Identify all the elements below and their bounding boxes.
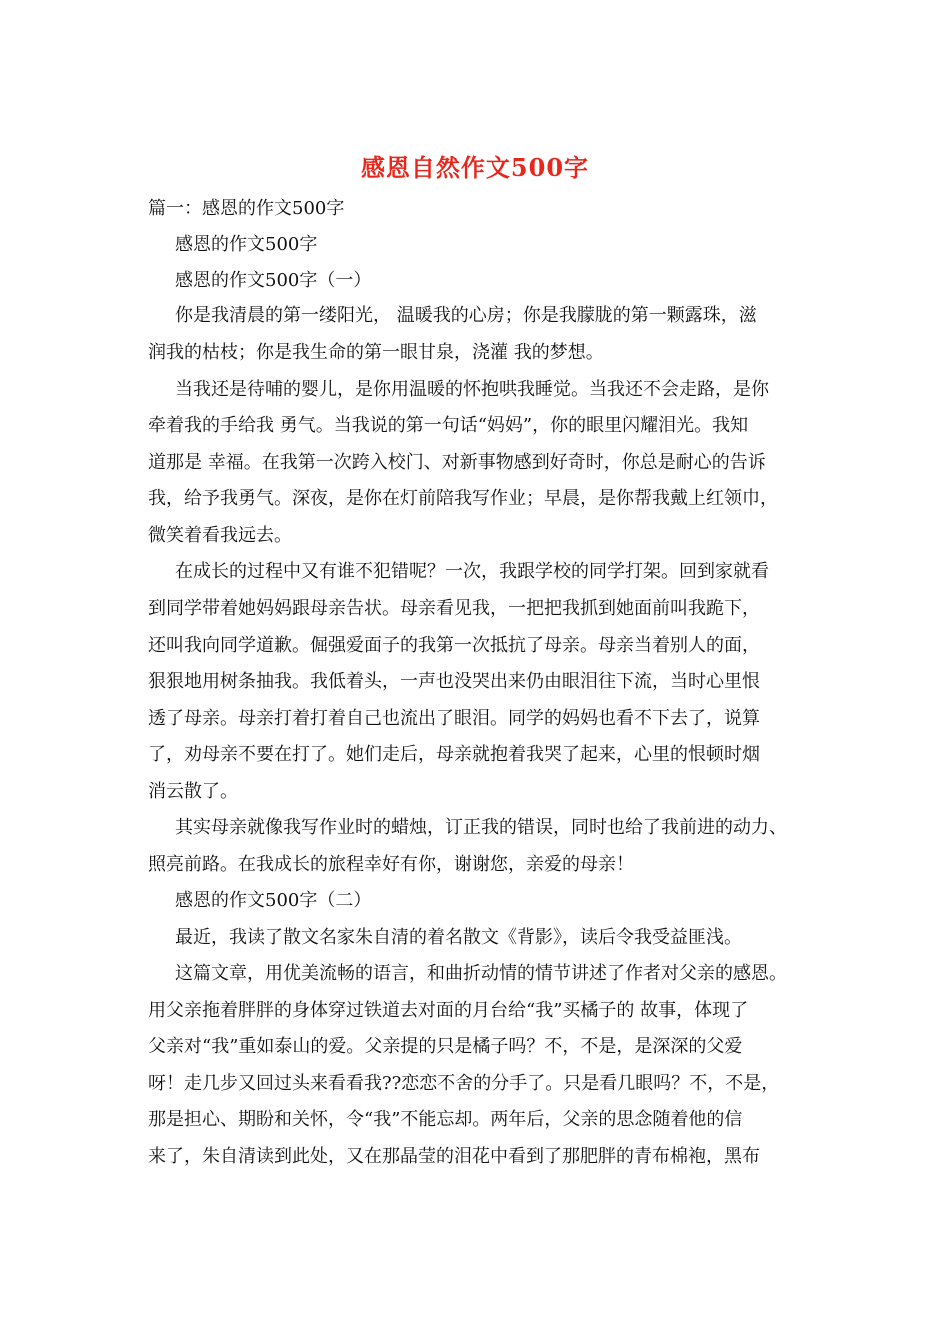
text-line: 那是担心、期盼和关怀，令“我”不能忘却。两年后，父亲的思念随着他的信 [148, 1109, 743, 1130]
text-line: 照亮前路。在我成长的旅程幸好有你，谢谢您，亲爱的母亲！ [148, 854, 634, 875]
text-line: 当我还是待哺的婴儿，是你用温暖的怀抱哄我睡觉。当我还不会走路，是你 [175, 379, 769, 400]
text-line: 微笑着看我远去。 [148, 525, 292, 546]
text-line: 其实母亲就像我写作业时的蜡烛，订正我的错误，同时也给了我前进的动力、 [175, 817, 787, 838]
text-line: 了，劝母亲不要在打了。她们走后，母亲就抱着我哭了起来，心里的恨顿时烟 [148, 744, 760, 765]
text-line: 还叫我向同学道歉。倔强爱面子的我第一次抵抗了母亲。母亲当着别人的面， [148, 635, 760, 656]
text-line: 用父亲拖着胖胖的身体穿过铁道去对面的月台给“我”买橘子的 故事，体现了 [148, 1000, 749, 1021]
text-line: 消云散了。 [148, 781, 238, 802]
text-line: 呀！走几步又回过头来看看我??恋恋不舍的分手了。只是看几眼吗？不，不是， [148, 1073, 780, 1094]
text-line: 你是我清晨的第一缕阳光， 温暖我的心房；你是我朦胧的第一颗露珠，滋 [175, 305, 757, 326]
text-line: 牵着我的手给我 勇气。当我说的第一句话“妈妈”，你的眼里闪耀泪光。我知 [148, 415, 749, 436]
text-line: 在成长的过程中又有谁不犯错呢？一次，我跟学校的同学打架。回到家就看 [175, 561, 769, 582]
text-line: 润我的枯枝；你是我生命的第一眼甘泉，浇灌 我的梦想。 [148, 342, 604, 363]
text-line: 感恩的作文500字（二） [175, 890, 372, 911]
text-line: 父亲对“我”重如泰山的爱。父亲提的只是橘子吗？不，不是，是深深的父爱 [148, 1036, 743, 1057]
text-line: 感恩的作文500字（一） [175, 270, 372, 291]
text-line: 最近，我读了散文名家朱自清的着名散文《背影》，读后令我受益匪浅。 [175, 927, 742, 948]
document-title: 感恩自然作文500字 [360, 153, 590, 182]
text-line: 透了母亲。母亲打着打着自己也流出了眼泪。同学的妈妈也看不下去了，说算 [148, 708, 760, 729]
text-line: 狠狠地用树条抽我。我低着头，一声也没哭出来仍由眼泪往下流，当时心里恨 [148, 671, 760, 692]
text-line: 感恩的作文500字 [175, 234, 318, 255]
text-line: 篇一：感恩的作文500字 [148, 198, 345, 219]
text-line: 到同学带着她妈妈跟母亲告状。母亲看见我，一把把我抓到她面前叫我跪下， [148, 598, 760, 619]
text-line: 来了，朱自清读到此处，又在那晶莹的泪花中看到了那肥胖的青布棉袍，黑布 [148, 1146, 760, 1167]
text-line: 道那是 幸福。在我第一次跨入校门、对新事物感到好奇时，你总是耐心的告诉 [148, 452, 766, 473]
text-line: 这篇文章，用优美流畅的语言，和曲折动情的情节讲述了作者对父亲的感恩。 [175, 963, 787, 984]
text-line: 我，给予我勇气。深夜，是你在灯前陪我写作业；早晨，是你帮我戴上红领巾， [148, 488, 778, 509]
